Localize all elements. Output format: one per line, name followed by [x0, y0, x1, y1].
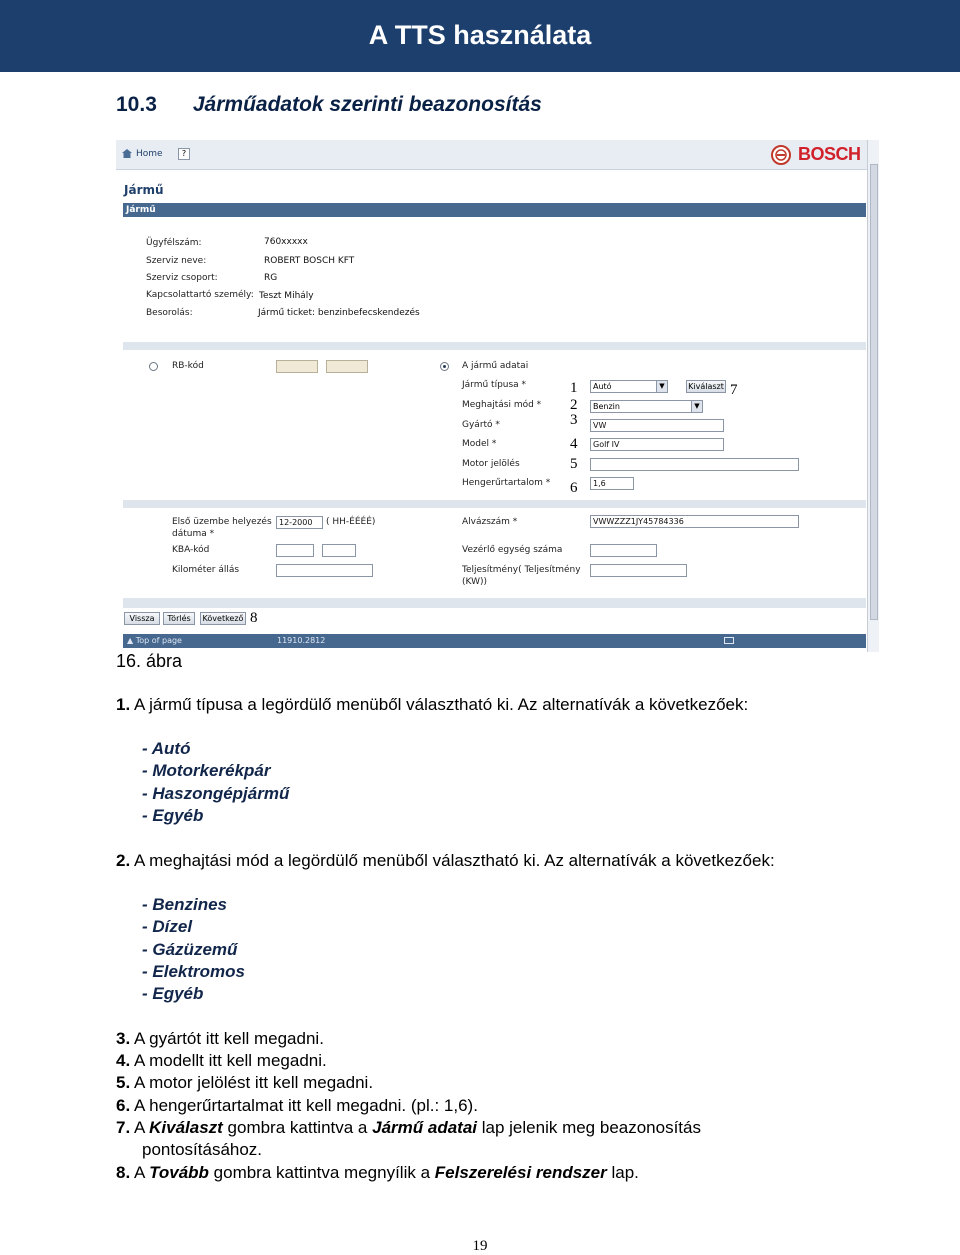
list-item-4 — [116, 1051, 327, 1071]
rb-code-input-2[interactable] — [326, 360, 368, 373]
list-item-7 — [116, 1118, 701, 1138]
list-number: 3. — [116, 1029, 131, 1048]
option-item: - Egyéb — [142, 806, 204, 825]
list-number: 4. — [116, 1051, 131, 1070]
ecu-number-label: Vezérlő egység száma — [462, 545, 563, 555]
list-item-3 — [116, 1029, 324, 1049]
model-input[interactable]: Golf IV — [590, 438, 724, 451]
callout-marker: 7 — [730, 382, 738, 398]
customer-label: Szerviz csoport: — [146, 273, 218, 283]
callout-marker: 3 — [570, 412, 578, 428]
list-text: gombra kattintva megnyílik a — [208, 1163, 435, 1182]
emphasis: Felszerelési rendszer — [434, 1163, 607, 1182]
kba-code-input-1[interactable] — [276, 544, 314, 557]
section-number: 10.3 — [116, 93, 157, 116]
next-button[interactable]: Következő — [200, 612, 246, 625]
list-text: A meghajtási mód a legördülő menüből választható ki. Az alternatívák a következőek: — [133, 851, 775, 870]
chevron-down-icon: ▼ — [691, 401, 702, 412]
list-text: A — [133, 1163, 150, 1182]
customer-value: RG — [264, 273, 278, 283]
customer-label: Kapcsolattartó személy: — [146, 290, 254, 300]
section-bar: Jármű — [123, 203, 866, 217]
ecu-number-input[interactable] — [590, 544, 657, 557]
list-item-6 — [116, 1096, 478, 1116]
list-text: lap. — [606, 1163, 639, 1182]
list-text: A motor jelölést itt kell megadni. — [133, 1073, 374, 1092]
customer-value: 760xxxxx — [264, 237, 308, 247]
delete-button[interactable]: Törlés — [163, 612, 195, 625]
callout-marker: 6 — [570, 480, 578, 496]
emphasis: Jármű adatai — [372, 1118, 478, 1137]
back-button[interactable]: Vissza — [124, 612, 160, 625]
kba-code-label: KBA-kód — [172, 545, 210, 555]
list-text: A jármű típusa a legördülő menüből választható ki. Az alternatívák a következőek: — [133, 695, 749, 714]
displacement-input[interactable]: 1,6 — [590, 477, 634, 490]
page-title: Jármű — [124, 183, 164, 197]
date-format-hint: ( HH-ÉÉÉÉ) — [326, 517, 376, 527]
rb-code-input-1[interactable] — [276, 360, 318, 373]
customer-label: Besorolás: — [146, 308, 193, 318]
option-item: - Haszongépjármű — [142, 784, 290, 803]
option-item: - Motorkerékpár — [142, 761, 271, 780]
model-label: Model * — [462, 439, 497, 449]
section-title: Járműadatok szerinti beazonosítás — [192, 93, 542, 116]
list-text: A hengerűrtartalmat itt kell megadni. (pl.: 1,6). — [133, 1096, 478, 1115]
figure-caption: 16. ábra — [116, 651, 183, 671]
vehicle-type-select[interactable] — [590, 380, 668, 393]
brand-logo: BOSCH — [798, 144, 861, 164]
list-number: 2. — [116, 851, 131, 870]
callout-marker: 2 — [570, 397, 578, 413]
mileage-input[interactable] — [276, 564, 373, 577]
mileage-label: Kilométer állás — [172, 565, 240, 575]
chevron-down-icon: ▼ — [656, 381, 667, 392]
fuel-type-value: Benzin — [593, 402, 620, 411]
home-link[interactable]: Home — [136, 149, 163, 159]
list-text: A modellt itt kell megadni. — [133, 1051, 327, 1070]
list-item-8 — [116, 1163, 639, 1183]
bosch-logo-icon — [771, 145, 791, 165]
page-footer — [123, 634, 866, 648]
callout-marker: 4 — [570, 436, 578, 452]
vehicle-data-radio[interactable] — [440, 362, 449, 371]
first-registration-label-2: dátuma * — [172, 529, 215, 539]
vertical-scrollbar[interactable] — [867, 140, 879, 652]
power-label: Teljesítmény( Teljesítmény — [462, 565, 581, 575]
footer-date: 11910.2812 — [277, 636, 326, 645]
list-text: lap jelenik meg beazonosítás — [477, 1118, 701, 1137]
option-item: - Egyéb — [142, 984, 204, 1003]
list-number: 5. — [116, 1073, 131, 1092]
divider — [123, 598, 866, 608]
option-item: - Benzines — [142, 895, 228, 914]
list-item-1 — [116, 695, 748, 715]
list-item-7-continuation: pontosításához. — [142, 1140, 263, 1159]
callout-marker: 1 — [570, 380, 578, 396]
list-item-5 — [116, 1073, 373, 1093]
help-button[interactable]: ? — [178, 148, 190, 160]
kba-code-input-2[interactable] — [322, 544, 356, 557]
list-number: 1. — [116, 695, 131, 714]
fuel-type-label: Meghajtási mód * — [462, 400, 542, 410]
divider — [123, 500, 866, 508]
section-heading — [116, 93, 542, 117]
mail-icon[interactable] — [724, 637, 734, 644]
customer-value: ROBERT BOSCH KFT — [264, 256, 355, 266]
top-of-page-link[interactable]: ▲ Top of page — [127, 636, 182, 645]
header-title: A TTS használata — [368, 20, 592, 50]
option-item: - Dízel — [142, 917, 193, 936]
list-item-2 — [116, 851, 775, 871]
list-text: gombra kattintva a — [222, 1118, 373, 1137]
maker-input[interactable]: VW — [590, 419, 724, 432]
list-number: 6. — [116, 1096, 131, 1115]
maker-label: Gyártó * — [462, 420, 500, 430]
home-icon[interactable] — [122, 149, 132, 158]
callout-marker: 8 — [250, 610, 258, 626]
page-header — [0, 0, 960, 72]
option-item: - Autó — [142, 739, 191, 758]
select-button[interactable]: Kiválaszt — [686, 380, 726, 393]
power-label-2: (KW)) — [462, 577, 488, 587]
vehicle-type-label: Jármű típusa * — [462, 380, 527, 390]
engine-code-input[interactable] — [590, 458, 799, 471]
rb-code-label: RB-kód — [172, 361, 204, 371]
customer-label: Ügyfélszám: — [146, 238, 202, 248]
fuel-type-select[interactable] — [590, 400, 703, 413]
power-input[interactable] — [590, 564, 687, 577]
vin-label: Alvázszám * — [462, 517, 518, 527]
customer-label: Szerviz neve: — [146, 256, 207, 266]
option-item: - Elektromos — [142, 962, 245, 981]
top-toolbar — [116, 140, 879, 170]
rb-code-radio[interactable] — [149, 362, 158, 371]
list-number: 7. — [116, 1118, 131, 1137]
customer-value: Teszt Mihály — [259, 291, 314, 301]
vehicle-data-label: A jármű adatai — [462, 361, 529, 371]
callout-marker: 5 — [570, 456, 578, 472]
engine-code-label: Motor jelölés — [462, 459, 520, 469]
displacement-label: Hengerűrtartalom * — [462, 478, 551, 488]
first-registration-label: Első üzembe helyezés — [172, 517, 272, 527]
vehicle-type-value: Autó — [593, 382, 612, 391]
embedded-screenshot — [116, 140, 879, 652]
emphasis: Tovább — [149, 1163, 209, 1182]
first-registration-input[interactable]: 12-2000 — [276, 516, 323, 529]
list-number: 8. — [116, 1163, 131, 1182]
option-item: - Gázüzemű — [142, 940, 238, 959]
page-number: 19 — [472, 1238, 488, 1254]
emphasis: Kiválaszt — [149, 1118, 223, 1137]
divider — [123, 342, 866, 350]
list-text: A gyártót itt kell megadni. — [133, 1029, 324, 1048]
customer-value: Jármű ticket: benzinbefecskendezés — [258, 308, 420, 318]
list-text: A — [133, 1118, 150, 1137]
vin-input[interactable]: VWWZZZ1JY45784336 — [590, 515, 799, 528]
